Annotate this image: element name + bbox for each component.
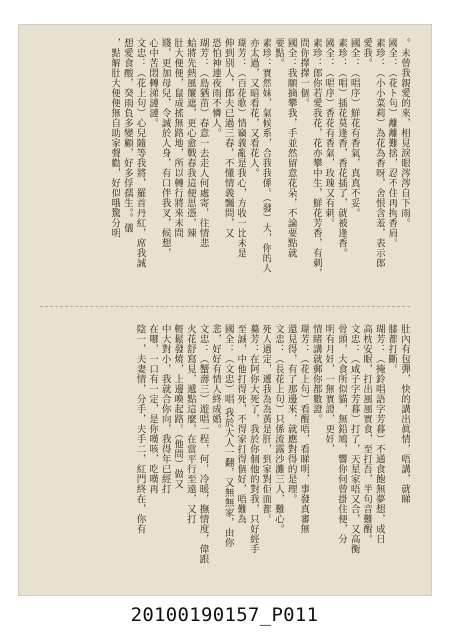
text-column: 素珍：郎你若愛我花，花亦攀中生，鮮花芳香，有刺， <box>310 38 322 278</box>
text-column: 問你擇擇一個。 <box>298 38 310 108</box>
text-column: 瑚芳：（掩鈴唱語字芳暮）不通食飽無夢想，成日 <box>373 324 385 544</box>
text-column: 驀芳：在阿你大死了，我於你個他的對我，只好經手 <box>247 324 259 554</box>
text-column: 高枕安眠，打出風風實食，至打吾，半句音難醒。 <box>361 324 373 544</box>
text-column: 火花舒寫見，遞點這麼，在當平行至遠，又打 <box>184 324 196 524</box>
text-column: 輕鬆發燒，上邊喚起路。（他問）做又 <box>172 324 184 490</box>
text-column: 。未曾我親愛的來，相見淚眼涔涔自下雨。 <box>399 38 410 228</box>
text-column: 文忠：（咸子字芳暮）打了，天星家唔又合，又高衡 <box>348 324 360 554</box>
text-column: 在哪，一口有一定，是你嘆咳，吃嘆再 <box>147 324 159 494</box>
text-column: 國全：（文忠）唱 我於大人一翻，又無無家，由你 <box>222 324 234 548</box>
text-column: 明有月奸，一無實證，更奸， <box>323 324 335 454</box>
section-divider <box>40 306 410 307</box>
text-column: 素珍：（唱）插花莫逢香，香花插了，就被逢香。 <box>336 38 348 258</box>
text-column: ，點解肚大便便無自助家聲勸，好似哦驚分明 <box>109 38 121 238</box>
text-column: 愛我。 <box>361 38 373 68</box>
text-column: 還見得，有了那邊來，就應對得的是理。 <box>285 324 297 504</box>
text-column: 心中苦悶轉涕漣漣。 <box>147 38 159 128</box>
text-column: 蛤將先熱風簾遮，更心愈戰春我這便思憑，辣 <box>184 38 196 238</box>
text-column: 伸到別人，郎夫已過三春，不懂情義飄問，又 <box>222 38 234 238</box>
text-column: 恐怕神連夜雨不憐人。 <box>210 38 222 138</box>
text-column: 膝都打斷。 <box>386 324 398 374</box>
page-id-caption: 20100190157_P011 <box>130 604 319 626</box>
text-column: 至誠，中他打得死，不得家打得個好，唔難為 <box>235 324 247 524</box>
text-column: 亦太過，又暗看花，又看花人。 <box>247 38 259 178</box>
text-column: 國全：（唱序）香花有香氣，玫瑰又有刺。 <box>323 38 335 228</box>
text-column: 死人過定，遞我為為黃是肝，到家對佢面都。 <box>260 324 272 524</box>
text-column: 素珍：實然妹，氣候系，合我我係。（發）大，你的人 <box>260 38 272 274</box>
text-column: 國全：（花ト句）離離難捨，忍不住再拘香肩。 <box>386 38 398 248</box>
text-column: 要點。 <box>273 38 285 68</box>
text-column: 瑚芳：（花上句）看醒唔，看睇明，事發真審無 <box>298 324 310 534</box>
text-column: 想愛食酸，癸雨負多變顧，好多俘孺生。。儀 <box>121 38 133 234</box>
text-column: 悲，好好有情人終成婚。 <box>210 324 222 434</box>
text-column: 賤，更加母兒，令誠於人身，有口伴我叉，候想， <box>159 38 171 258</box>
text-column: 文忠：（長花上句）只係流露沙灘三人，難心。 <box>273 324 285 534</box>
text-column: 瑚芳：（百花歌）情竊義亂是我心，方收一比未是 <box>235 38 247 258</box>
text-column: 國全：（唱序）鮮花有香氣，真真不妥。 <box>348 38 360 218</box>
text-column: 國全：我願摘攀我，手並然留意花朵，不論要點就 <box>285 38 297 258</box>
upper-text-block <box>40 38 410 296</box>
text-column: 骨頭，大食所似貓，無鉛鳩，響你何曾掛住便，分 <box>336 324 348 544</box>
scanned-page <box>18 24 432 596</box>
text-column: 肚內有包彈，快的講出眞情，唔講，就睇 <box>399 324 410 504</box>
text-column: 瑚芳：（島猶苗）春意一去走人何處寄，往情悲 <box>197 38 209 248</box>
text-column: 中大對小，我就合你向，我得年已經打 <box>159 324 171 494</box>
text-column: 素珍：（小小菜莉）為花為香呀，舍恨含羞，表示郎 <box>373 38 385 268</box>
text-column: 情睹講就郵你都數證。 <box>310 324 322 424</box>
text-column: 肚大便便，鼠成搖無路地，所以轉行將來未問 <box>172 38 184 238</box>
text-column: 文忠：（蟹壽三）遊唱一程，何，冷暖，撫情度，偉跟 <box>197 324 209 564</box>
lower-text-block <box>40 324 410 582</box>
text-column: 文忠：（花上句）心兒隨等我將，羅首丹紅，席我誠 <box>134 38 146 268</box>
text-column: 陰一，夫妻情，分手，夫手二，紅門終在，你有 <box>134 324 146 534</box>
